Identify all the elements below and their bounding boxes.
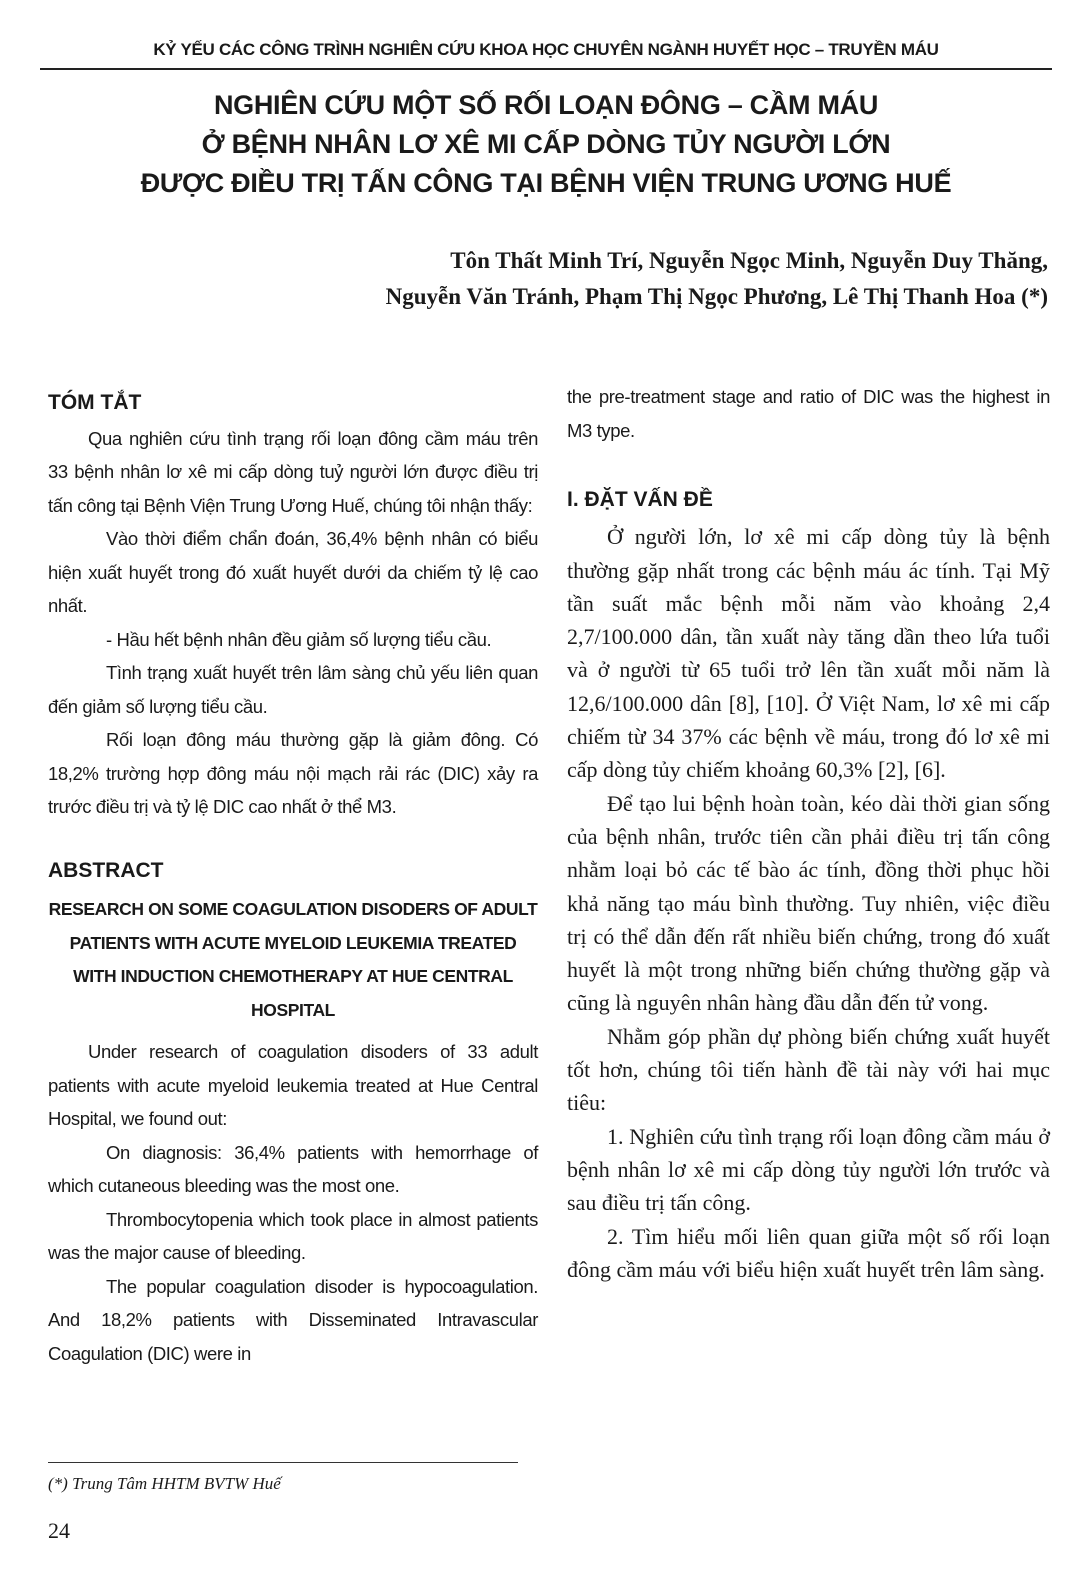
summary-paragraph: Vào thời điểm chẩn đoán, 36,4% bệnh nhân có biểu hiện xuất huyết trong đó xuất huyết dưới da chiếm tỷ lệ cao nhất. bbox=[48, 528, 538, 616]
summary-paragraph: Qua nghiên cứu tình trạng rối loạn đông cầm máu trên 33 bệnh nhân lơ xê mi cấp dòng tuỷ người lớn được điều trị tấn công tại Bệnh Viện Trung Ương Huế, chúng tôi nhận thấy: bbox=[48, 427, 538, 516]
header-rule bbox=[40, 68, 1052, 70]
authors bbox=[386, 243, 1048, 315]
abstract-paragraph: The popular coagulation disoder is hypocoagulation. And 18,2% patients with Disseminated Intravascular Coagulation (DIC) were in bbox=[48, 1275, 538, 1364]
title-line: NGHIÊN CỨU MỘT SỐ RỐI LOẠN ĐÔNG – CẦM MÁU bbox=[213, 90, 879, 120]
summary-heading: TÓM TẮT bbox=[48, 391, 142, 414]
abstract-title: RESEARCH ON SOME COAGULATION DISODERS OF ADULT PATIENTS WITH ACUTE MYELOID LEUKEMIA TREATED WITH INDUCTION CHEMOTHERAPY AT HUE CENTRAL HOSPITAL bbox=[48, 899, 538, 1020]
title-line: ĐƯỢC ĐIỀU TRỊ TẤN CÔNG TẠI BỆNH VIỆN TRUNG ƯƠNG HUẾ bbox=[140, 168, 952, 198]
intro-paragraph: 2. Tìm hiểu mối liên quan giữa một số rối loạn đông cầm máu với biểu hiện xuất huyết trên lâm sàng. bbox=[567, 1223, 1050, 1282]
summary-paragraph: Tình trạng xuất huyết trên lâm sàng chủ yếu liên quan đến giảm số lượng tiểu cầu. bbox=[48, 662, 538, 717]
title-line: Ở BỆNH NHÂN LƠ XÊ MI CẤP DÒNG TỦY NGƯỜI LỚN bbox=[201, 129, 891, 159]
intro-paragraph: 1. Nghiên cứu tình trạng rối loạn đông cầm máu ở bệnh nhân lơ xê mi cấp dòng tủy người lớn trước và sau điều trị tấn công. bbox=[567, 1123, 1050, 1216]
paper-title bbox=[40, 86, 1052, 203]
abstract-paragraph: Thrombocytopenia which took place in almost patients was the major cause of bleeding. bbox=[48, 1208, 538, 1263]
authors-line: Tôn Thất Minh Trí, Nguyễn Ngọc Minh, Nguyễn Duy Thăng, bbox=[450, 248, 1048, 273]
left-column bbox=[48, 384, 538, 1370]
footnote-rule bbox=[48, 1462, 518, 1463]
footnote: (*) Trung Tâm HHTM BVTW Huế bbox=[48, 1474, 281, 1493]
intro-heading: I. ĐẶT VẤN ĐỀ bbox=[567, 488, 713, 511]
running-header: KỶ YẾU CÁC CÔNG TRÌNH NGHIÊN CỨU KHOA HỌC CHUYÊN NGÀNH HUYẾT HỌC – TRUYỀN MÁU bbox=[153, 40, 939, 59]
intro-paragraph: Để tạo lui bệnh hoàn toàn, kéo dài thời gian sống của bệnh nhân, trước tiên cần phải điều trị tấn công nhằm loại bỏ các tế bào ác tính, đồng thời phục hồi khả năng tạo máu bình thường. Tuy nhiên, việc điều trị có thể dẫn đến rất nhiều biến chứng, trong đó xuất huyết là một trong những biến chứng thường gặp và cũng là nguyên nhân hàng đầu dẫn đến tử vong. bbox=[567, 790, 1050, 1016]
authors-line: Nguyễn Văn Tránh, Phạm Thị Ngọc Phương, Lê Thị Thanh Hoa (*) bbox=[385, 284, 1048, 309]
page-number: 24 bbox=[48, 1518, 70, 1543]
summary-paragraph: Rối loạn đông máu thường gặp là giảm đông. Có 18,2% trường hợp đông máu nội mạch rải rác (DIC) xảy ra trước điều trị và tỷ lệ DIC cao nhất ở thể M3. bbox=[48, 729, 538, 817]
right-column bbox=[567, 380, 1050, 1286]
abstract-paragraph: Under research of coagulation disoders of 33 adult patients with acute myeloid leukemia treated at Hue Central Hospital, we found out: bbox=[48, 1041, 538, 1129]
abstract-paragraph: On diagnosis: 36,4% patients with hemorrhage of which cutaneous bleeding was the most one. bbox=[48, 1141, 538, 1196]
abstract-continuation: the pre-treatment stage and ratio of DIC was the highest in M3 type. bbox=[567, 386, 1050, 441]
summary-paragraph: - Hầu hết bệnh nhân đều giảm số lượng tiểu cầu. bbox=[106, 628, 492, 650]
intro-paragraph: Nhằm góp phần dự phòng biến chứng xuất huyết tốt hơn, chúng tôi tiến hành đề tài này với hai mục tiêu: bbox=[567, 1023, 1050, 1116]
intro-paragraph: Ở người lớn, lơ xê mi cấp dòng tủy là bệnh thường gặp nhất trong các bệnh máu ác tính. Tại Mỹ tần suất mắc bệnh mỗi năm vào khoảng 2,4 2,7/100.000 dân, tần xuất này tăng dần theo lứa tuổi và ở người từ 65 tuổi trở lên tần xuất mỗi năm là 12,6/100.000 dân [8], [10]. Ở Việt Nam, lơ xê mi cấp chiếm từ 34 37% các bệnh về máu, trong đó lơ xê mi cấp dòng tủy chiếm khoảng 60,3% [2], [6]. bbox=[567, 524, 1050, 783]
abstract-heading: ABSTRACT bbox=[48, 858, 164, 882]
